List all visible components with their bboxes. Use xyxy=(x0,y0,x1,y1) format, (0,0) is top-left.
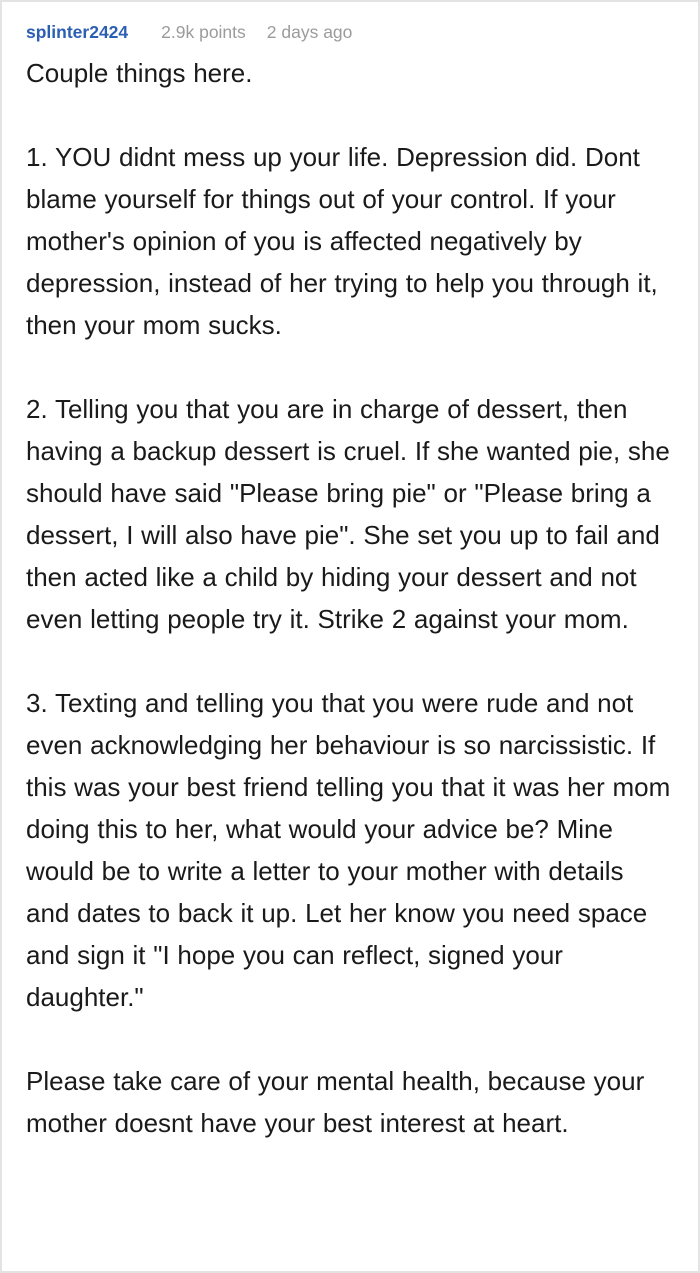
comment-paragraph-point-1: 1. YOU didnt mess up your life. Depression did. Dont blame yourself for things out of your control. If your mother's opinion of you is affected negatively by depression, instead of her trying to help you through it, then your mom sucks. xyxy=(26,142,658,340)
comment-paragraph-point-3: 3. Texting and telling you that you were rude and not even acknowledging her behaviour is so narcissistic. If this was your best friend telling you that it was her mom doing this to her, what would your advice be? Mine would be to write a letter to your mother with details and dates to back it up. Let her know you need space and sign it "I hope you can reflect, signed your daughter." xyxy=(26,688,671,1012)
comment-paragraph-intro: Couple things here. xyxy=(26,58,253,88)
comment-header xyxy=(26,20,672,44)
comment-body xyxy=(26,52,672,1144)
comment-timestamp: 2 days ago xyxy=(266,22,353,42)
comment-points: 2.9k points xyxy=(161,22,246,42)
comment-paragraph-point-2: 2. Telling you that you are in charge of dessert, then having a backup dessert is cruel. If she wanted pie, she should have said "Please bring pie" or "Please bring a dessert, I will also have pie". She set you up to fail and then acted like a child by hiding your dessert and not even letting people try it. Strike 2 against your mom. xyxy=(26,394,670,634)
comment-paragraph-closing: Please take care of your mental health, because your mother doesnt have your best interest at heart. xyxy=(26,1066,645,1138)
comment-author-link[interactable]: splinter2424 xyxy=(26,22,129,42)
